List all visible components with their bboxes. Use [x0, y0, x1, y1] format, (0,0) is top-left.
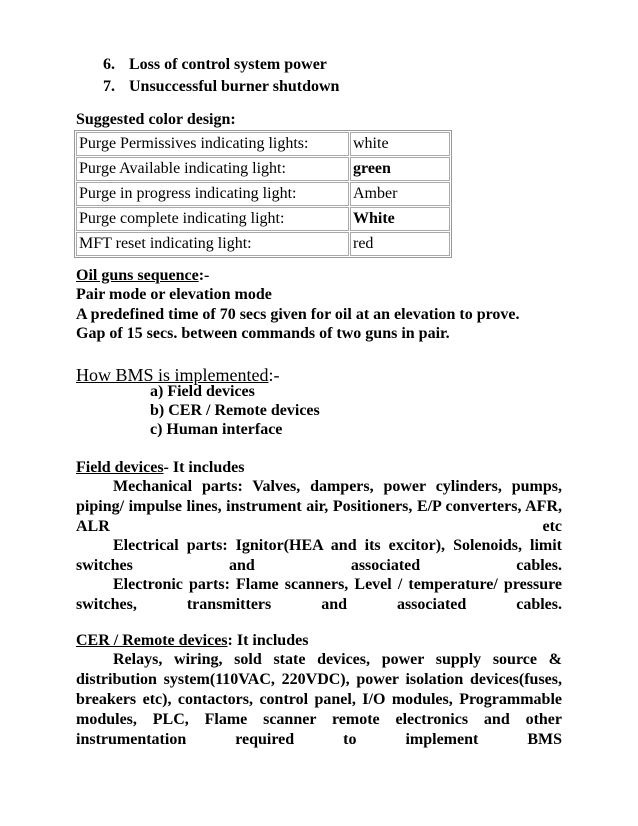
table-cell-value: white — [350, 132, 450, 156]
electrical-parts-paragraph: Electrical parts: Ignitor(HEA and its excitor), Solenoids, limit switches and associated cables. — [76, 537, 562, 574]
list-text: Unsuccessful burner shutdown — [129, 78, 340, 95]
cer-devices-heading-text: CER / Remote devices — [76, 632, 228, 649]
list-item — [103, 55, 339, 77]
table-row — [76, 132, 450, 156]
oil-guns-line: A predefined time of 70 secs given for oil at an elevation to prove. — [76, 306, 520, 323]
bms-heading-suffix: :- — [268, 365, 280, 385]
table-cell-value: Amber — [350, 182, 450, 206]
table-cell-value: green — [350, 157, 450, 181]
field-devices-heading — [76, 458, 244, 478]
numbered-list — [103, 55, 339, 99]
table-row — [76, 182, 450, 206]
field-devices-heading-suffix: - It includes — [163, 459, 245, 476]
bms-heading-text: How BMS is implemented — [76, 365, 269, 385]
bms-list-item: b) CER / Remote devices — [150, 402, 320, 419]
table-cell-value: red — [350, 232, 450, 256]
list-number: 6. — [103, 56, 115, 73]
field-devices-heading-text: Field devices — [76, 459, 164, 476]
table-cell-label: Purge Available indicating light: — [76, 157, 349, 181]
table-row — [76, 157, 450, 181]
bms-list-item: c) Human interface — [150, 421, 283, 438]
electronic-parts-paragraph: Electronic parts: Flame scanners, Level / temperature/ pressure switches, transmitters and associated cables. — [76, 576, 562, 613]
list-text: Loss of control system power — [129, 56, 327, 73]
cer-devices-paragraph: Relays, wiring, sold state devices, power supply source & distribution system(110VAC, 220VDC), power isolation devices(fuses, breakers etc), contactors, control panel, I/O modules, Programmable modules, PLC, Flame scanner remote electronics and other instrumentation required to implement BMS — [76, 651, 562, 748]
list-number: 7. — [103, 78, 115, 95]
oil-guns-line: Gap of 15 secs. between commands of two guns in pair. — [76, 325, 450, 342]
oil-guns-line: Pair mode or elevation mode — [76, 286, 272, 303]
bms-list — [150, 382, 320, 439]
mechanical-parts-paragraph: Mechanical parts: Valves, dampers, power cylinders, pumps, piping/ impulse lines, instrument air, Positioners, E/P converters, AFR, ALR etc — [76, 478, 562, 535]
table-cell-value: White — [350, 207, 450, 231]
table-row — [76, 232, 450, 256]
cer-devices-heading-suffix: : It includes — [227, 632, 309, 649]
color-design-table — [74, 130, 452, 258]
list-item — [103, 77, 339, 99]
bms-list-item: a) Field devices — [150, 383, 255, 400]
cer-devices-heading — [76, 631, 308, 651]
table-row — [76, 207, 450, 231]
oil-guns-heading-suffix: :- — [198, 267, 210, 284]
color-design-heading: Suggested color design: — [76, 111, 236, 128]
table-cell-label: MFT reset indicating light: — [76, 232, 349, 256]
table-cell-label: Purge Permissives indicating lights: — [76, 132, 349, 156]
oil-guns-heading — [76, 266, 209, 286]
oil-guns-heading-text: Oil guns sequence — [76, 267, 199, 284]
table-cell-label: Purge in progress indicating light: — [76, 182, 349, 206]
table-cell-label: Purge complete indicating light: — [76, 207, 349, 231]
